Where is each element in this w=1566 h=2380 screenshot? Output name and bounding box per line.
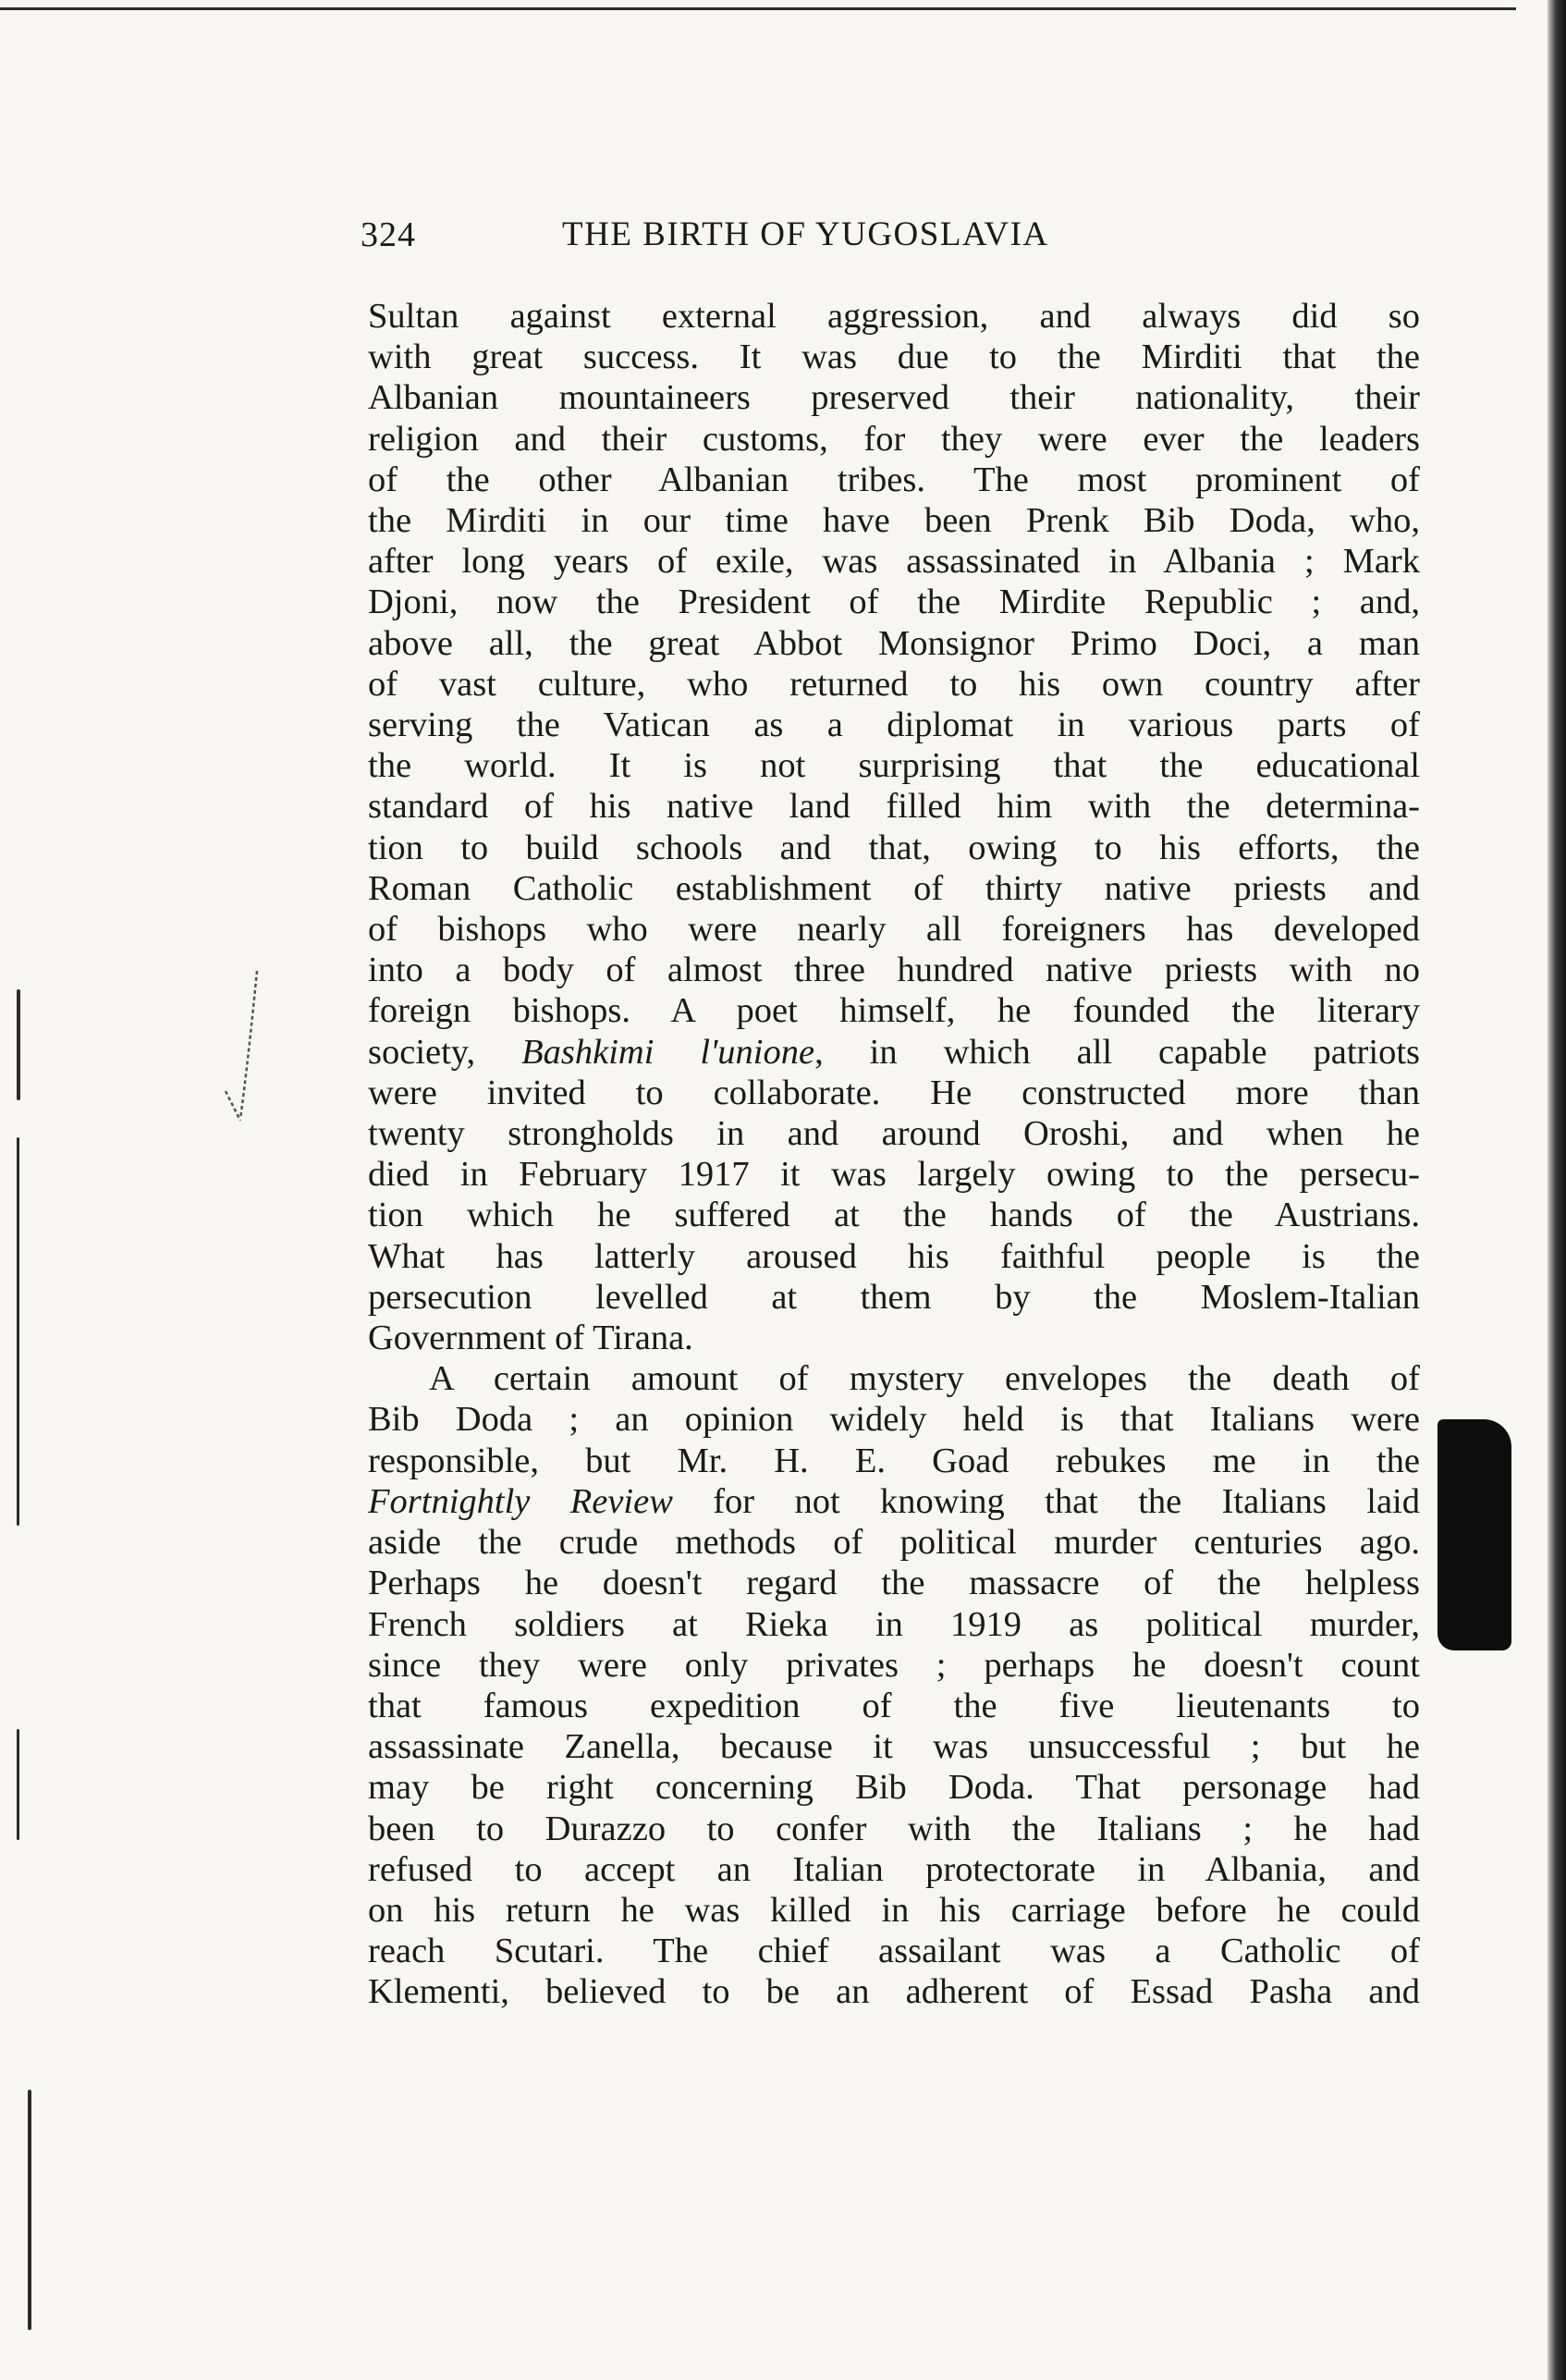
text-line: after long years of exile, was assassinated in Albania ; Mark [368,542,1420,582]
page-header [361,215,1331,270]
text-line: into a body of almost three hundred native priests with no [368,951,1420,990]
text-line: Roman Catholic establishment of thirty native priests and [368,868,1420,908]
text-line: that famous expedition of the five lieutenants to [368,1686,1420,1725]
text-line: assassinate Zanella, because it was unsuccessful ; but he [368,1727,1420,1767]
text-line: were invited to collaborate. He constructed more than [368,1073,1420,1112]
text-line: Government of Tirana. [368,1319,693,1358]
text-line: serving the Vatican as a diplomat in various parts of [368,705,1420,745]
text-line: of the other Albanian tribes. The most prominent of [368,460,1420,499]
text-line: reach Scutari. The chief assailant was a Catholic of [368,1932,1420,1971]
text-line: tion to build schools and that, owing to his efforts, the [368,828,1420,867]
text-line: Perhaps he doesn't regard the massacre of the helpless [368,1564,1420,1603]
text-run: society, [368,1032,522,1072]
text-line: been to Durazzo to confer with the Italians ; he had [368,1809,1420,1848]
text-line: Sultan against external aggression, and always did so [368,297,1420,336]
text-line: the world. It is not surprising that the educational [368,746,1420,786]
text-line: twenty strongholds in and around Oroshi, and when he [368,1114,1420,1154]
text-line: French soldiers at Rieka in 1919 as political murder, [368,1604,1420,1644]
text-line: above all, the great Abbot Monsignor Primo Doci, a man [368,623,1420,663]
running-head: THE BIRTH OF YUGOSLAVIA [562,215,1049,253]
text-line: on his return he was killed in his carriage before he could [368,1890,1420,1930]
text-line-with-italic [368,1481,1420,1522]
text-line: the Mirditi in our time have been Prenk Bib Doda, who, [368,501,1420,541]
text-line: What has latterly aroused his faithful people is the [368,1236,1420,1276]
italic-title: Fortnightly Review [368,1481,673,1521]
text-line-with-italic [368,1032,1420,1073]
text-line: with great success. It was due to the Mirditi that the [368,337,1420,377]
scan-left-edge-mark [17,1137,19,1526]
scan-top-rule [0,7,1516,10]
scan-left-edge-mark [17,989,20,1100]
body-text [368,296,1420,2013]
scan-ink-blot [1438,1419,1511,1650]
scan-left-edge-mark [17,1729,19,1840]
text-run: for not knowing that the Italians laid [672,1481,1420,1521]
text-line: of vast culture, who returned to his own country after [368,664,1420,704]
text-line: standard of his native land filled him with the determina- [368,787,1420,827]
text-line: of bishops who were nearly all foreigners has developed [368,910,1420,950]
text-line: refused to accept an Italian protectorate in Albania, and [368,1849,1420,1889]
text-line: responsible, but Mr. H. E. Goad rebukes me in the [368,1441,1420,1480]
text-line: Bib Doda ; an opinion widely held is that Italians were [368,1400,1420,1440]
text-line: Djoni, now the President of the Mirdite Republic ; and, [368,583,1420,622]
text-line: tion which he suffered at the hands of the Austrians. [368,1196,1420,1235]
scan-left-edge-mark [28,2090,31,2330]
text-line: died in February 1917 it was largely owing to the persecu- [368,1155,1420,1195]
text-line: aside the crude methods of political murder centuries ago. [368,1523,1420,1563]
text-line: persecution levelled at them by the Moslem-Italian [368,1277,1420,1317]
text-line: since they were only privates ; perhaps he doesn't count [368,1645,1420,1685]
page-number: 324 [361,215,416,254]
text-line: Klementi, believed to be an adherent of Essad Pasha and [368,1972,1420,2012]
italic-title: Bashkimi l'unione [521,1032,815,1072]
scan-right-edge-shadow [1548,0,1566,2380]
text-line: may be right concerning Bib Doda. That personage had [368,1768,1420,1808]
text-line: foreign bishops. A poet himself, he founded the literary [368,991,1420,1031]
text-line: A certain amount of mystery envelopes the death of [429,1359,1420,1399]
text-line: Albanian mountaineers preserved their nationality, their [368,378,1420,418]
text-run: , in which all capable patriots [814,1032,1421,1072]
pencil-check-mark [220,952,285,1128]
text-line: religion and their customs, for they were ever the leaders [368,419,1420,459]
